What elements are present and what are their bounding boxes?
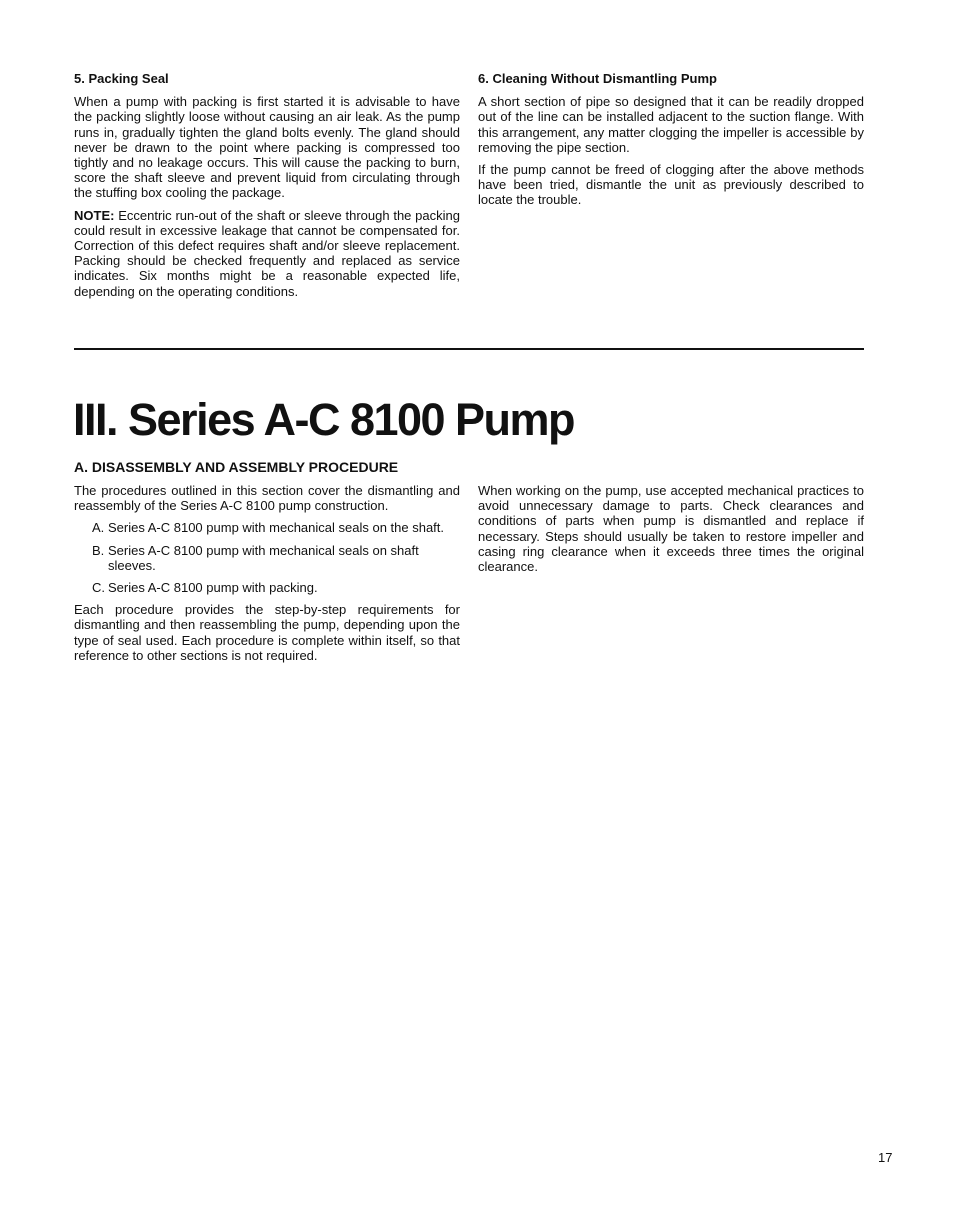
list-item-text: Series A-C 8100 pump with packing. bbox=[108, 580, 318, 596]
section-title: III. Series A-C 8100 Pump bbox=[73, 394, 575, 445]
list-item bbox=[74, 520, 460, 535]
note-label: NOTE: bbox=[74, 207, 115, 223]
subsection-heading: A. DISASSEMBLY AND ASSEMBLY PROCEDURE bbox=[74, 459, 399, 475]
packing-seal-note bbox=[74, 208, 460, 299]
packing-seal-section bbox=[74, 71, 460, 306]
cleaning-paragraph-1: A short section of pipe so designed that it can be readily dropped out of the line can be installed adjacent to the suction flange. With this arrangement, any matter clogging the impeller is accessible by removing the pipe section. bbox=[478, 94, 864, 155]
list-item bbox=[74, 580, 460, 595]
list-item-letter: A. bbox=[92, 520, 105, 536]
working-practices-paragraph: When working on the pump, use accepted mechanical practices to avoid unnecessary damage to parts. Check clearances and conditions of parts when pump is dismantled and replace if necessary. Steps should usually be taken to restore impeller and casing ring clearance when it exceeds three times the original clearance. bbox=[478, 483, 864, 575]
list-item-letter: C. bbox=[92, 580, 105, 596]
cleaning-heading: 6. Cleaning Without Dismantling Pump bbox=[478, 71, 717, 86]
list-item-text: Series A-C 8100 pump with mechanical seals on the shaft. bbox=[108, 520, 445, 536]
packing-seal-paragraph: When a pump with packing is first started it is advisable to have the packing slightly loose without causing an air leak. As the pump runs in, gradually tighten the gland bolts evenly. The gland should never be drawn to the point where packing is compressed too tightly and no leakage occurs. This will cause the packing to burn, score the shaft sleeve and prevent liquid from circulating through the stuffing box cooling the package. bbox=[74, 94, 460, 201]
procedure-overview bbox=[74, 483, 460, 670]
list-item-letter: B. bbox=[92, 542, 105, 558]
note-text: Eccentric run-out of the shaft or sleeve through the packing could result in excessive leakage that cannot be compensated for. Correction of this defect requires shaft and/or sleeve replacement. Packing should be checked frequently and replaced as service indicates. Six months might be a reasonable expected life, depending on the operating conditions. bbox=[74, 207, 460, 299]
packing-seal-heading: 5. Packing Seal bbox=[74, 71, 169, 86]
cleaning-section bbox=[478, 71, 864, 215]
procedure-list bbox=[74, 520, 460, 595]
cleaning-paragraph-2: If the pump cannot be freed of clogging after the above methods have been tried, dismantle the unit as previously described to locate the trouble. bbox=[478, 162, 864, 208]
list-item bbox=[74, 543, 460, 573]
section-divider bbox=[74, 348, 864, 350]
procedure-intro: The procedures outlined in this section cover the dismantling and reassembly of the Series A-C 8100 pump construction. bbox=[74, 483, 460, 514]
page-number: 17 bbox=[878, 1150, 893, 1165]
procedure-outro: Each procedure provides the step-by-step requirements for dismantling and then reassembling the pump, depending upon the type of seal used. Each procedure is complete within itself, so that reference to other sections is not required. bbox=[74, 602, 460, 663]
list-item-text: Series A-C 8100 pump with mechanical seals on shaft sleeves. bbox=[108, 542, 419, 573]
working-practices bbox=[478, 483, 864, 581]
